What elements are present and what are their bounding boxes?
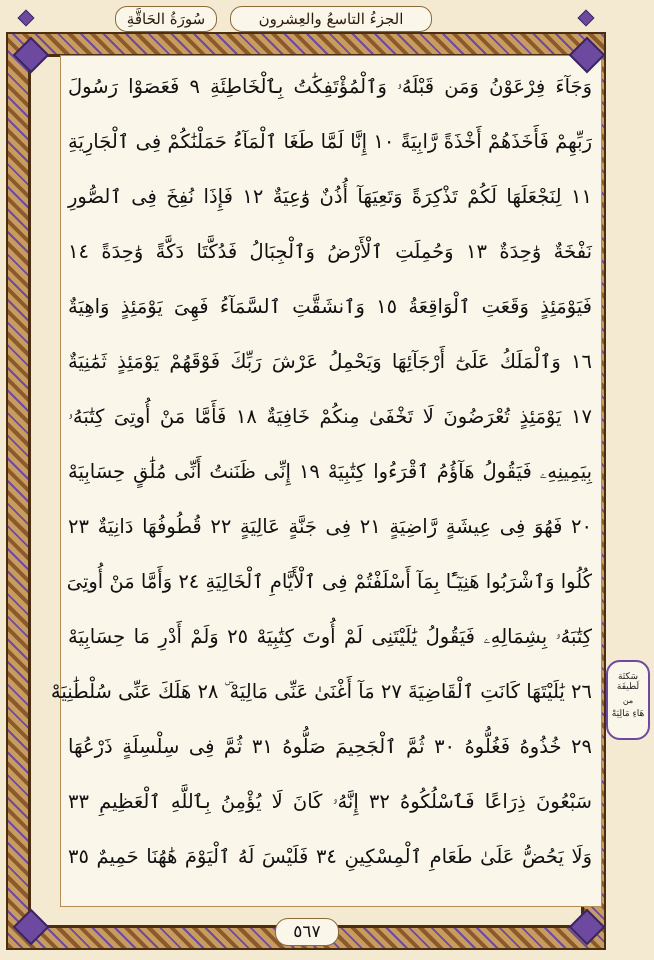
margin-note [606, 660, 650, 740]
text-line: فَيَوْمَئِذٍ وَقَعَتِ ٱلْوَاقِعَةُ ١٥ وَٱنشَقَّتِ ٱلسَّمَآءُ فَهِىَ يَوْمَئِذٍ وَاهِيَةٌ [68, 295, 593, 318]
margin-note-line1: سَكتَة لَطيفَة [616, 672, 640, 692]
quran-text [50, 62, 593, 897]
text-line: سَبْعُونَ ذِرَاعًا فَٱسْلُكُوهُ ٣٢ إِنَّهُۥ كَانَ لَا يُؤْمِنُ بِٱللَّهِ ٱلْعَظِيمِ ٣٣ [68, 790, 592, 813]
margin-note-line2: من [622, 696, 634, 705]
margin-note-line3: هَاءِ مَالِيَهْ [611, 709, 645, 719]
juz-title: الجزءُ التاسعُ والعِشرون [230, 6, 432, 32]
page-header [20, 4, 596, 32]
text-line: وَجَآءَ فِرْعَوْنُ وَمَن قَبْلَهُۥ وَٱلْمُؤْتَفِكَٰتُ بِٱلْخَاطِئَةِ ٩ فَعَصَوْا رَسُولَ [68, 75, 592, 98]
text-line: ١٧ يَوْمَئِذٍ تُعْرَضُونَ لَا تَخْفَىٰ مِنكُمْ خَافِيَةٌ ١٨ فَأَمَّا مَنْ أُوتِىَ كِتَٰبَهُۥ [68, 405, 592, 428]
text-line: ٢٦ يَٰلَيْتَهَا كَانَتِ ٱلْقَاضِيَةَ ٢٧ مَآ أَغْنَىٰ عَنِّى مَالِيَهْ ۜ ٢٨ هَلَكَ عَنِّى سُلْطَٰنِيَهْ [50, 680, 592, 703]
text-line: كِتَٰبَهُۥ بِشِمَالِهِۦ فَيَقُولُ يَٰلَيْتَنِى لَمْ أُوتَ كِتَٰبِيَهْ ٢٥ وَلَمْ أَدْرِ مَا حِسَابِيَهْ [68, 625, 592, 648]
text-line: ١١ لِنَجْعَلَهَا لَكُمْ تَذْكِرَةً وَتَعِيَهَآ أُذُنٌ وَٰعِيَةٌ ١٢ فَإِذَا نُفِخَ فِى ٱلصُّورِ [68, 185, 592, 208]
header-ornament-right [578, 10, 595, 27]
text-line: ٢٠ فَهُوَ فِى عِيشَةٍ رَّاضِيَةٍ ٢١ فِى جَنَّةٍ عَالِيَةٍ ٢٢ قُطُوفُهَا دَانِيَةٌ ٢٣ [68, 515, 592, 538]
header-ornament-left [18, 10, 35, 27]
text-line: رَبِّهِمْ فَأَخَذَهُمْ أَخْذَةً رَّابِيَةً ١٠ إِنَّا لَمَّا طَغَا ٱلْمَآءُ حَمَلْنَٰكُمْ فِى ٱلْجَارِيَةِ [68, 130, 592, 153]
text-line: وَلَا يَحُضُّ عَلَىٰ طَعَامِ ٱلْمِسْكِينِ ٣٤ فَلَيْسَ لَهُ ٱلْيَوْمَ هَٰهُنَا حَمِيمٌ ٣٥ [68, 845, 592, 868]
page-number: ٥٦٧ [275, 918, 339, 946]
text-line: ١٦ وَٱلْمَلَكُ عَلَىٰٓ أَرْجَآئِهَا وَيَحْمِلُ عَرْشَ رَبِّكَ فَوْقَهُمْ يَوْمَئِذٍ ثَمَٰنِيَةٌ [68, 350, 592, 373]
text-line: بِيَمِينِهِۦ فَيَقُولُ هَآؤُمُ ٱقْرَءُوا كِتَٰبِيَهْ ١٩ إِنِّى ظَنَنتُ أَنِّى مُلَٰقٍ حِسَابِيَهْ [68, 460, 593, 483]
text-line: ٢٩ خُذُوهُ فَغُلُّوهُ ٣٠ ثُمَّ ٱلْجَحِيمَ صَلُّوهُ ٣١ ثُمَّ فِى سِلْسِلَةٍ ذَرْعُهَا [68, 735, 592, 758]
text-line: نَفْخَةٌ وَٰحِدَةٌ ١٣ وَحُمِلَتِ ٱلْأَرْضُ وَٱلْجِبَالُ فَدُكَّتَا دَكَّةً وَٰحِدَةً ١٤ [68, 240, 593, 263]
text-line: كُلُوا وَٱشْرَبُوا هَنِيٓـًٔا بِمَآ أَسْلَفْتُمْ فِى ٱلْأَيَّامِ ٱلْخَالِيَةِ ٢٤ وَأَمَّا مَنْ أُوتِىَ [66, 570, 592, 593]
surah-title: سُورَةُ الحَاقَّةِ [115, 6, 217, 32]
